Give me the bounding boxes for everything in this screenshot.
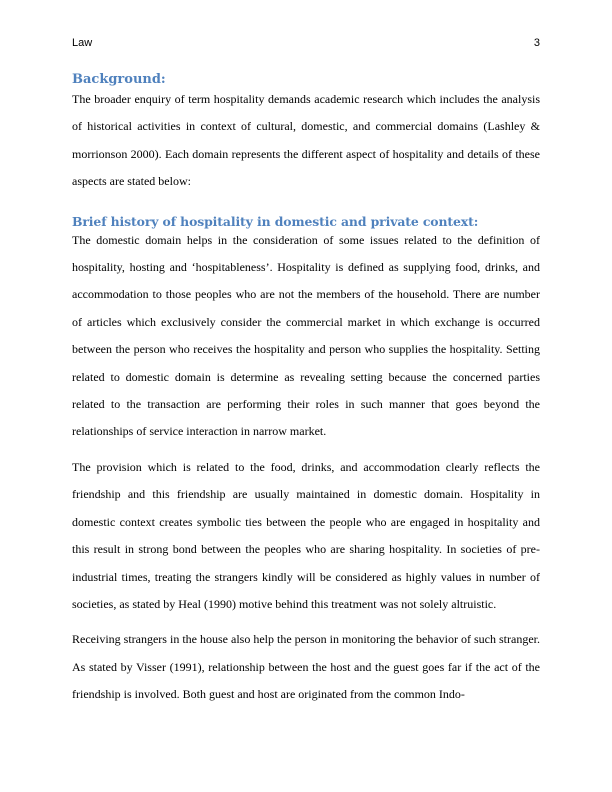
section-heading-brief-history: Brief history of hospitality in domestic and private context: <box>72 213 479 229</box>
document-body <box>72 71 540 709</box>
section-heading-background: Background: <box>72 72 166 87</box>
running-header-title: Law <box>72 37 93 49</box>
paragraph-provision: The provision which is related to the food, drinks, and accommodation clearly reflects the friendship and this friendship are usually maintained in domestic domain. Hospitality in domestic context creates symbolic ties between the people who are engaged in hospitality and this result in strong bond between the peoples who are sharing hospitality. In societies of pre-industrial times, treating the strangers kindly will be considered as highly values in number of societies, as stated by Heal (1990) motive behind this treatment was not solely altruistic. <box>72 459 540 611</box>
paragraph-background: The broader enquiry of term hospitality demands academic research which includes the analysis of historical activities in context of cultural, domestic, and commercial domains (Lashley & morrionson 2000). Each domain represents the different aspect of hospitality and details of these aspects are stated below: <box>72 92 540 189</box>
paragraph-domestic-domain: The domestic domain helps in the consideration of some issues related to the definition of hospitality, hosting and ‘hospitableness’. Hospitality is defined as supplying food, drinks, and accommodation to those peoples who are not the members of the household. There are number of articles which exclusively consider the commercial market in which exchange is occurred between the person who receives the hospitality and person who supplies the hospitality. Setting related to domestic domain is determine as revealing setting because the concerned parties related to the transaction are performing their roles in such manner that goes beyond the relationships of service interaction in narrow market. <box>72 232 540 439</box>
page-number: 3 <box>533 37 540 49</box>
paragraph-receiving-strangers: Receiving strangers in the house also help the person in monitoring the behavior of such stranger. As stated by Visser (1991), relationship between the host and the guest goes far if the act of the friendship is involved. Both guest and host are originated from the common Indo- <box>72 632 540 702</box>
